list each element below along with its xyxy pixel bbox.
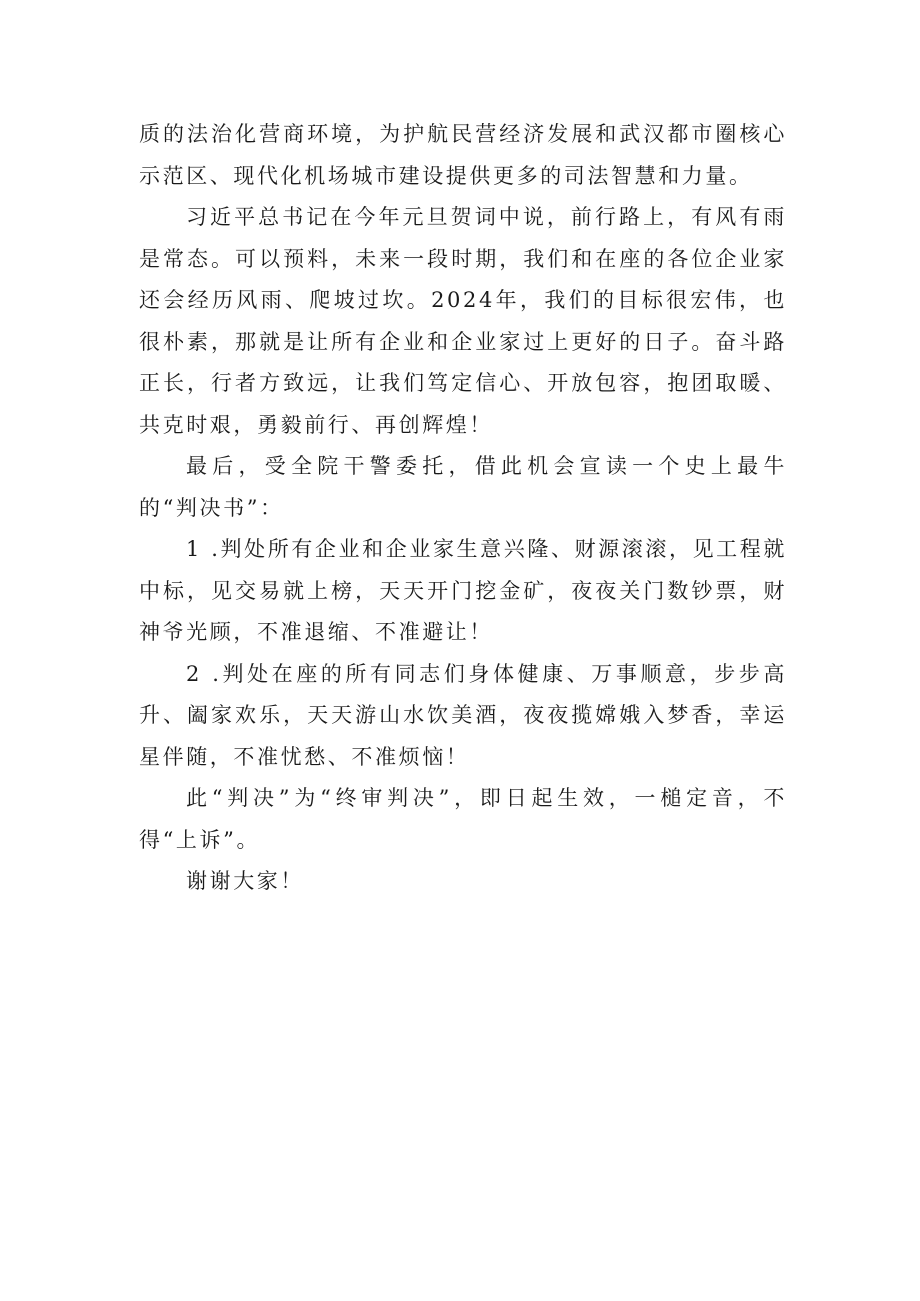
paragraph-final-verdict: 此“判决”为“终审判决”，即日起生效，一槌定音，不得“上诉”。 [139,786,787,852]
paragraph-business-environment: 质的法治化营商环境，为护航民营经济发展和武汉都市圈核心示范区、现代化机场城市建设提供更多的司法智慧和力量。 [139,122,787,188]
paragraph-new-year-message: 习近平总书记在今年元旦贺词中说，前行路上，有风有雨是常态。可以预料，未来一段时期，我们和在座的各位企业家还会经历风雨、爬坡过坎。2024年，我们的目标很宏伟，也很朴素，那就是让所有企业和企业家过上更好的日子。奋斗路正长，行者方致远，让我们笃定信心、开放包容，抱团取暖、共克时艰，勇毅前行、再创辉煌！ [139,205,787,437]
document-body [139,114,787,903]
paragraph-verdict-item-2: 2 .判处在座的所有同志们身体健康、万事顺意，步步高升、阖家欢乐，天天游山水饮美酒，夜夜揽嫦娥入梦香，幸运星伴随，不准忧愁、不准烦恼！ [139,661,787,769]
paragraph-thanks: 谢谢大家！ [186,869,304,893]
paragraph-verdict-intro: 最后，受全院干警委托，借此机会宣读一个史上最牛的“判决书”： [139,454,787,520]
paragraph-verdict-item-1: 1 .判处所有企业和企业家生意兴隆、财源滚滚，见工程就中标，见交易就上榜，天天开门挖金矿，夜夜关门数钞票，财神爷光顾，不准退缩、不准避让！ [139,537,787,644]
